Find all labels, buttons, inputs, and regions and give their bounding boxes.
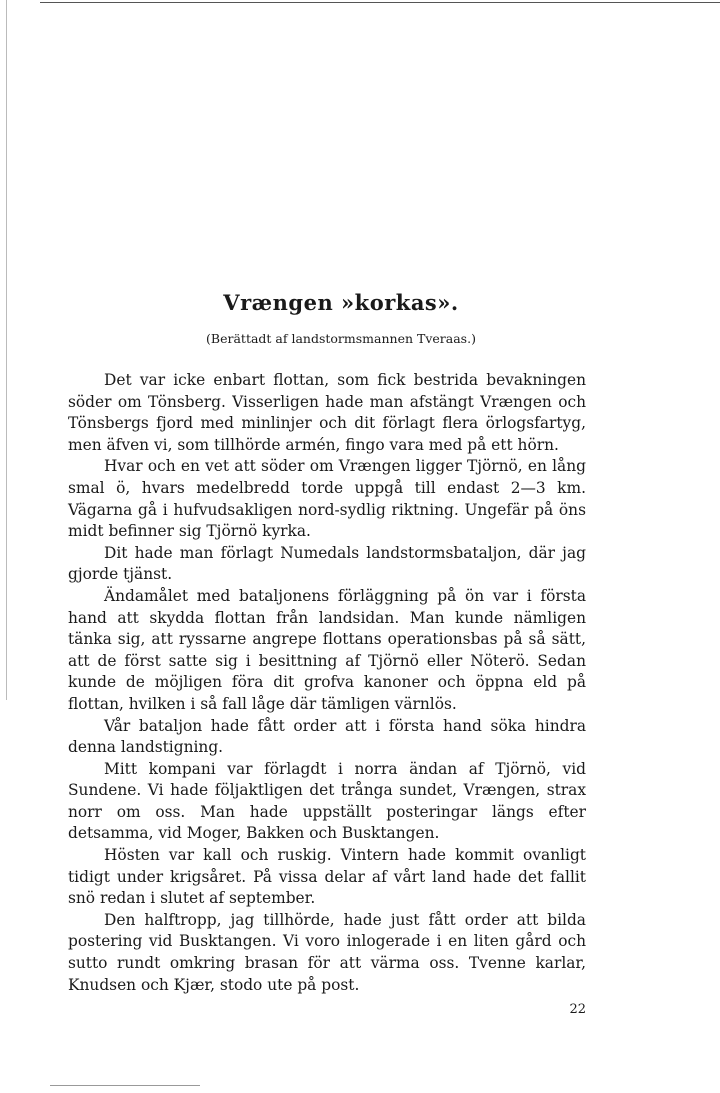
paragraph: Ändamålet med bataljonens förläggning på ön var i första hand att skydda flottan från landsidan. Man kunde nämligen tänka sig, att ryssarne angrepe flottans operationsbas på så sätt, att de först satte sig i besittning af Tjörnö eller Nöterö. Sedan kunde de möjligen föra dit grofva kanoner och öppna eld på flottan, hvilken i så fall låge där tämligen värnlös. bbox=[68, 586, 586, 713]
page-number: 22 bbox=[569, 1002, 586, 1017]
chapter-subtitle: (Berättadt af landstormsmannen Tveraas.) bbox=[206, 331, 476, 346]
scan-edge-left bbox=[6, 0, 7, 700]
paragraph: Dit hade man förlagt Numedals landstormsbataljon, där jag gjorde tjänst. bbox=[68, 543, 586, 584]
scan-edge-top bbox=[40, 2, 720, 3]
chapter-title: Vrængen »korkas». bbox=[223, 290, 459, 315]
scan-edge-bottom bbox=[50, 1085, 200, 1086]
paragraph: Den halftropp, jag tillhörde, hade just fått order att bilda postering vid Busktangen. Vi voro inlogerade i en liten gård och sutto rundt omkring brasan för att värma oss. Tvenne karlar, Knudsen och Kjær, stodo ute på post. bbox=[68, 910, 586, 994]
paragraph: Hösten var kall och ruskig. Vintern hade kommit ovanligt tidigt under krigsåret. På vissa delar af vårt land hade det fallit snö redan i slutet af september. bbox=[68, 846, 586, 908]
paragraph: Mitt kompani var förlagdt i norra ändan af Tjörnö, vid Sundene. Vi hade följaktligen det trånga sundet, Vrængen, strax norr om oss. Man hade uppställt posteringar längs efter detsamma, vid Moger, Bakken och Busktangen. bbox=[68, 759, 586, 843]
paragraph: Det var icke enbart flottan, som fick bestrida bevakningen söder om Tönsberg. Visserligen hade man afstängt Vrængen och Tönsbergs fjord med minlinjer och dit förlagt flera örlogsfartyg, men äfven vi, som tillhörde armén, fingo vara med på ett hörn. bbox=[68, 371, 586, 454]
paragraph: Hvar och en vet att söder om Vrængen ligger Tjörnö, en lång smal ö, hvars medelbredd torde uppgå till endast 2—3 km. Vägarna gå i hufvudsakligen nord-sydlig riktning. Ungefär på öns midt befinner sig Tjörnö kyrka. bbox=[68, 457, 586, 541]
body-text bbox=[68, 370, 586, 996]
paragraph: Vår bataljon hade fått order att i första hand söka hindra denna landstigning. bbox=[68, 716, 586, 757]
